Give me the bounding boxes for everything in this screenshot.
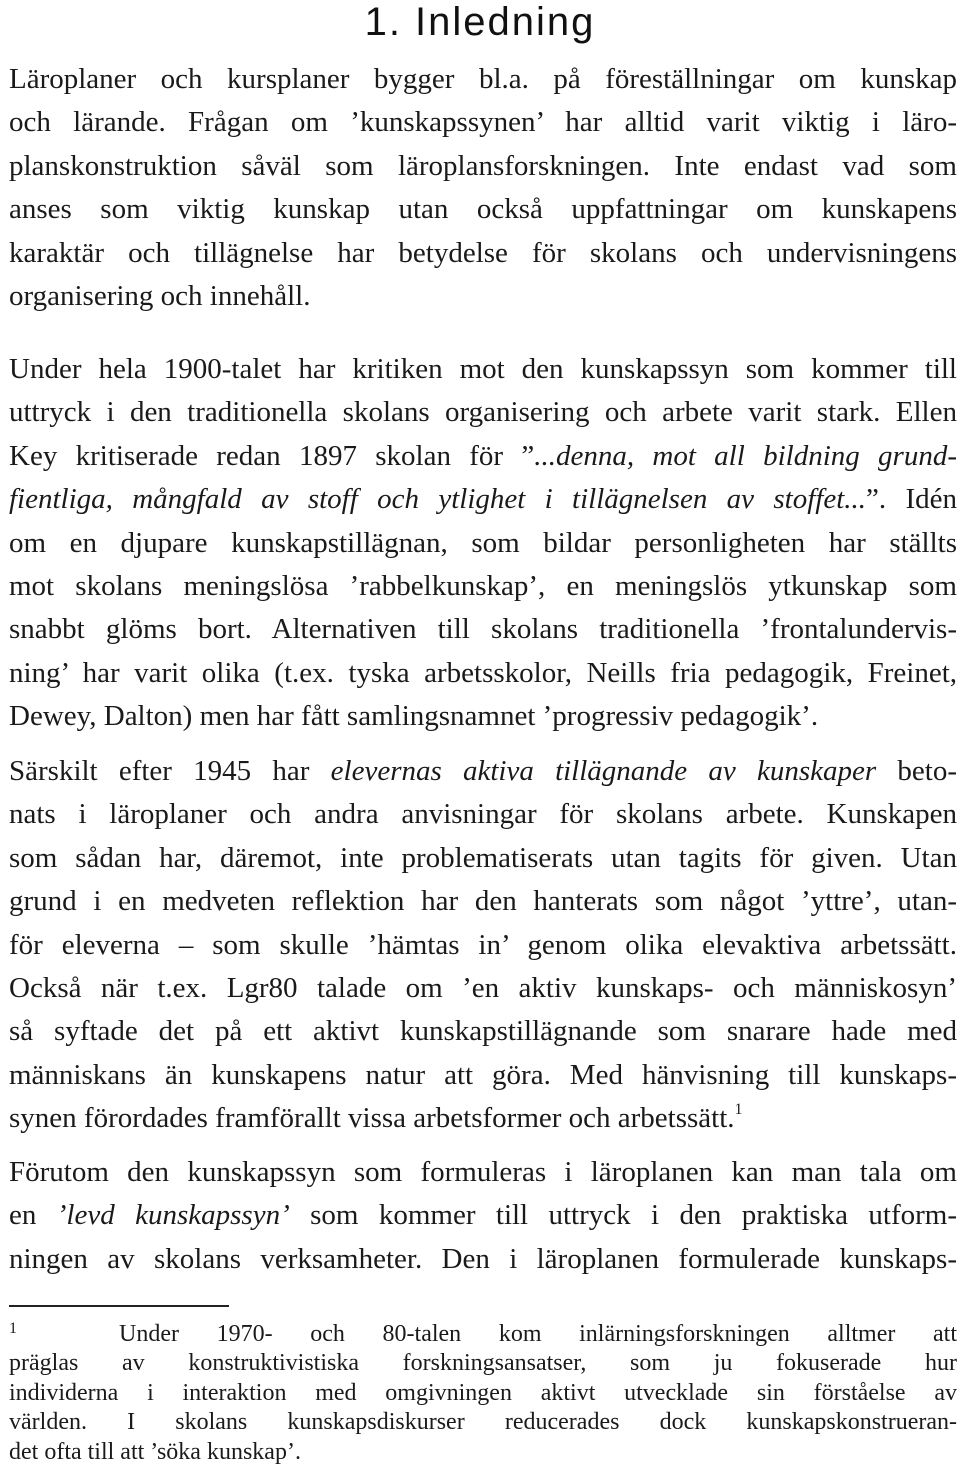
text-line [9,750,957,793]
text-line: grund i en medveten reflektion har den hanterats som något ’yttre’, utan- [9,885,957,918]
text-line: så syftade det på ett aktivt kunskapstillägnande som snarare hade med [9,1015,957,1048]
footnote-line: individerna i interaktion med omgivningen aktivt utvecklade sin förståelse av [9,1379,957,1406]
footnote-divider [9,1305,229,1307]
text-line [9,435,957,478]
text-line: nats i läroplaner och andra anvisningar för skolans arbete. Kunskapen [9,798,957,831]
line-text: Särskilt efter 1945 har [9,755,331,787]
text-line [9,1097,957,1140]
text-line: organisering och innehåll. [9,279,311,312]
text-line: Läroplaner och kursplaner bygger bl.a. på föreställningar om kunskap [9,63,957,95]
text-line: mot skolans meningslösa ’rabbelkunskap’, en meningslös ytkunskap som [9,569,957,602]
paragraph-4 [9,1151,957,1281]
text-line: Dewey, Dalton) men har fått samlingsnamnet ’progressiv pedagogik’. [9,700,819,733]
italic-emphasis: elevernas aktiva tillägnande av kunskaper [330,755,877,787]
italic-term: ’levd kunskapssyn’ [56,1199,290,1232]
footnote-text: Under 1970- och 80-talen kom inlärningsforskningen alltmer att [119,1321,957,1347]
text-line: för eleverna – som skulle ’hämtas in’ genom olika elevaktiva arbetssätt. [9,928,957,961]
text-line: om en djupare kunskapstillägnan, som bildar personligheten har ställts [9,526,957,559]
footnote-line: världen. I skolans kunskapsdiskurser reducerades dock kunskapskonstrueran- [9,1409,957,1436]
line-text: som kommer till uttryck i den praktiska utform- [289,1199,957,1232]
text-line [9,478,957,521]
text-line: anses som viktig kunskap utan också uppfattningar om kunskapens [9,193,957,226]
line-text: Key kritiserade redan 1897 skolan för ” [9,439,535,472]
text-line: Förutom den kunskapssyn som formuleras i läroplanen kan man tala om [9,1156,957,1188]
text-line [9,1194,957,1237]
text-line: snabbt glöms bort. Alternativen till skolans traditionella ’frontalundervis- [9,613,957,646]
footnote-reference[interactable]: 1 [734,1101,743,1119]
text-line: ningen av skolans verksamheter. Den i läroplanen formulerade kunskaps- [9,1242,957,1275]
text-line: ning’ har varit olika (t.ex. tyska arbetsskolor, Neills fria pedagogik, Freinet, [9,656,957,689]
text-line: uttryck i den traditionella skolans organisering och arbete varit stark. Ellen [9,396,957,429]
footnote-line: det ofta till att ’söka kunskap’. [9,1438,301,1465]
italic-quote: fientliga, mångfald av stoff och ytlighet i tillägnelsen av stoffet... [9,483,867,516]
footnote-line [9,1320,957,1349]
footnote-line: präglas av konstruktivistiska forskningsansatser, som ju fokuserade hur [9,1350,957,1377]
footnote [9,1320,957,1467]
text-line: som sådan har, däremot, inte problematiserats utan tagits för given. Utan [9,841,957,874]
line-text: beto- [876,755,957,787]
text-line: karaktär och tillägnelse har betydelse för skolans och undervisningens [9,236,957,269]
text-line: människans än kunskapens natur att göra. Med hänvisning till kunskaps- [9,1058,957,1091]
footnote-number: 1 [9,1320,17,1337]
text-line: och lärande. Frågan om ’kunskapssynen’ har alltid varit viktig i läro- [9,106,957,139]
paragraph-1 [9,58,957,318]
chapter-heading: 1. Inledning [364,0,596,44]
text-line: planskonstruktion såväl som läroplansforskningen. Inte endast vad som [9,149,957,182]
text-line: Också när t.ex. Lgr80 talade om ’en aktiv kunskaps- och människosyn’ [9,971,957,1004]
line-text: synen förordades framförallt vissa arbetsformer och arbetssätt. [9,1102,735,1135]
line-text: ”. Idén [866,483,957,516]
paragraph-3 [9,750,957,1141]
text-line: Under hela 1900-talet har kritiken mot den kunskapssyn som kommer till [9,353,957,385]
italic-quote: ...denna, mot all bildning grund- [534,439,957,472]
line-text: en [9,1199,57,1232]
paragraph-2 [9,348,957,739]
